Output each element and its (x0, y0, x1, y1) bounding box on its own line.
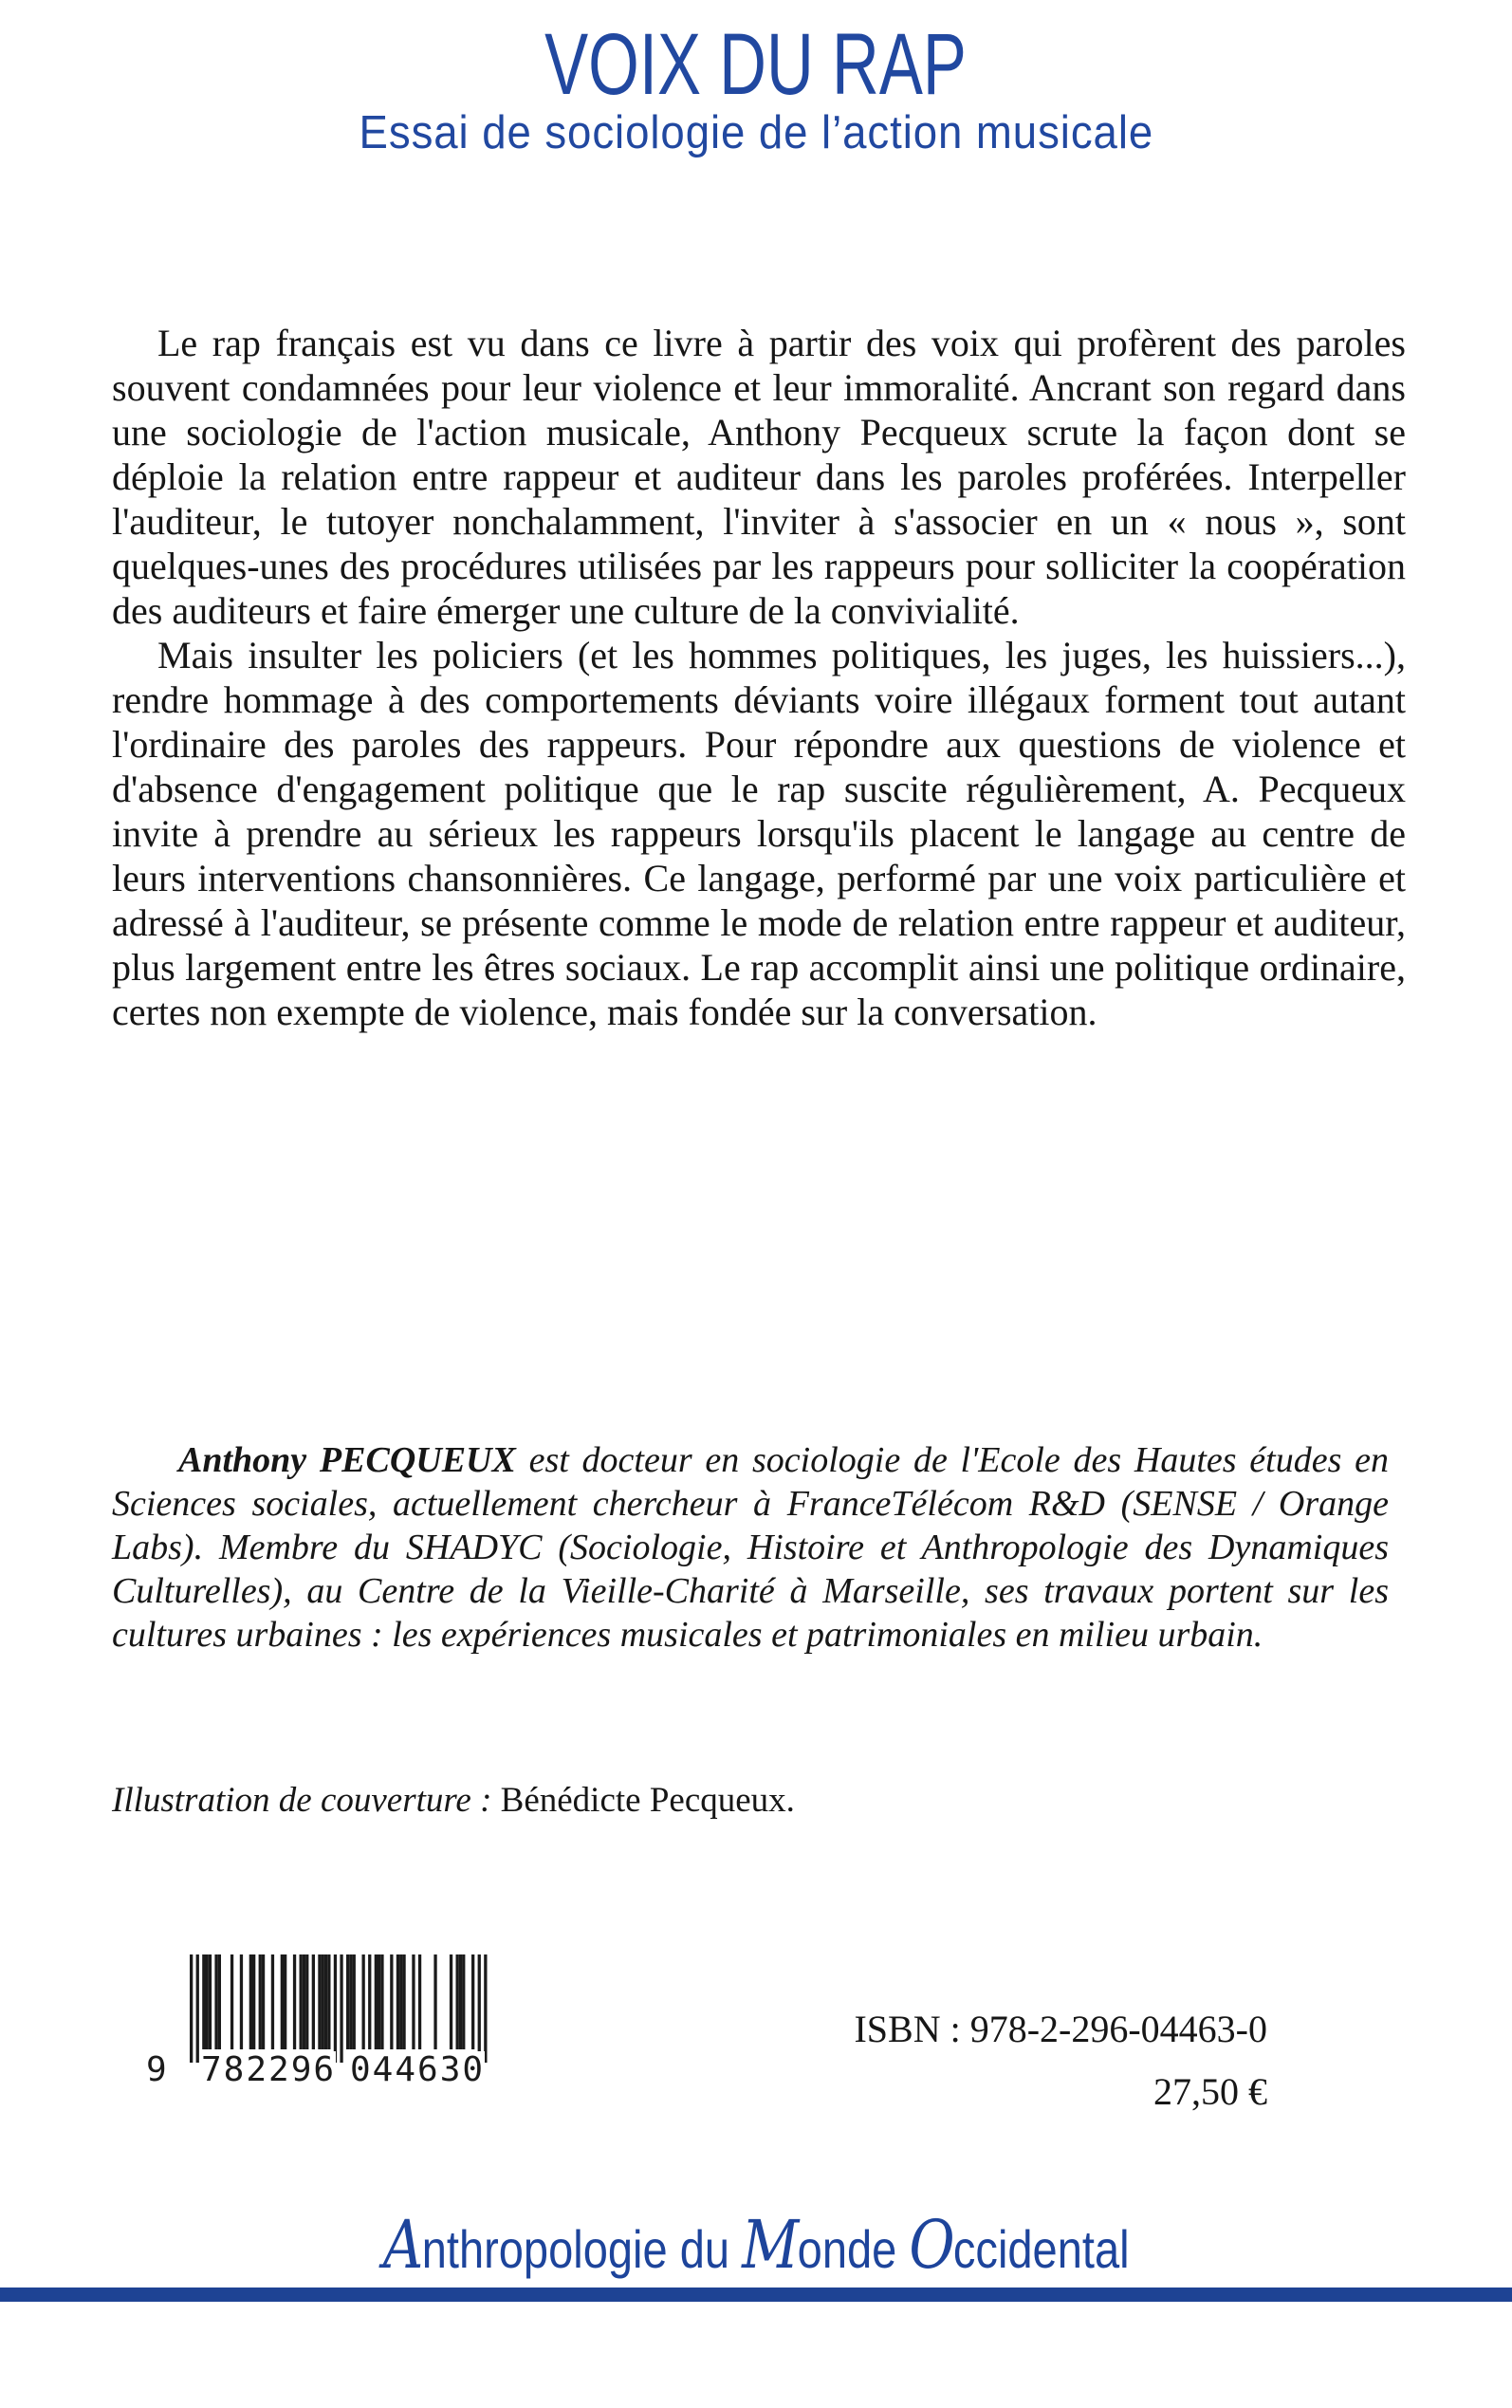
synopsis-paragraph-2: Mais insulter les policiers (et les hommes politiques, les juges, les huissiers...), rendre hommage à des comportements déviants voire illégaux forment tout autant l'ordinaire des paroles des rappeurs. Pour répondre aux questions de violence et d'absence d'engagement politique que le rap suscite régulièrement, A. Pecqueux invite à prendre au sérieux les rappeurs lorsqu'ils placent le langage au centre de leurs interventions chansonnières. Ce langage, performé par une voix particulière et adressé à l'auditeur, se présente comme le mode de relation entre rappeur et auditeur, plus largement entre les êtres sociaux. Le rap accomplit ainsi une politique ordinaire, certes non exempte de violence, mais fondée sur la conversation. (112, 634, 1406, 1033)
author-bio-text: est docteur en sociologie de l'Ecole des Hautes études en Sciences sociales, actuellement chercheur à FranceTélécom R&D (SENSE / Orange Labs). Membre du SHADYC (Sociologie, Histoire et Anthropologie des Dynamiques Culturelles), au Centre de la Vieille-Charité à Marseille, ses travaux portent sur les cultures urbaines : les expériences musicales et patrimoniales en milieu urbain. (112, 1440, 1389, 1655)
barcode-digits-right: 044630 (350, 2050, 486, 2089)
collection-initial-a: A (382, 2206, 422, 2284)
isbn-text: ISBN : 978-2-296-04463-0 (854, 2008, 1267, 2050)
cover-credit (112, 1780, 1406, 1822)
synopsis (112, 321, 1406, 1034)
collection-initial-o: O (909, 2206, 953, 2284)
subtitle-row (0, 107, 1512, 158)
book-title: VOIX DU RAP (544, 16, 968, 113)
commerce-block (854, 1998, 1267, 2123)
author-bio (112, 1438, 1389, 1657)
author-name: Anthony PECQUEUX (178, 1440, 516, 1480)
title-row (0, 16, 1512, 113)
collection-word1-rest: nthropologie (421, 2219, 668, 2279)
cover-credit-value: Bénédicte Pecqueux. (500, 1781, 795, 1820)
barcode-digit-first: 9 (146, 2050, 167, 2089)
cover-credit-label: Illustration de couverture : (112, 1781, 501, 1820)
book-subtitle: Essai de sociologie de l’action musicale (359, 107, 1153, 158)
synopsis-paragraph-1: Le rap français est vu dans ce livre à partir des voix qui profèrent des paroles souvent condamnées pour leur violence et leur immoralité. Ancrant son regard dans une sociologie de l'action musicale, Anthony Pecqueux scrute la façon dont se déploie la relation entre rappeur et auditeur dans les paroles proférées. Interpeller l'auditeur, le tutoyer nonchalamment, l'inviter à s'associer en un « nous », sont quelques-unes des procédures utilisées par les rappeurs pour solliciter la coopération des auditeurs et faire émerger une culture de la convivialité. (112, 322, 1406, 632)
collection-name (383, 2205, 1130, 2285)
collection-initial-m: M (741, 2206, 798, 2284)
collection-word4-rest: ccidental (952, 2219, 1130, 2279)
barcode-bars (190, 1954, 488, 2063)
collection-word2: du (679, 2219, 729, 2279)
collection-row (0, 2205, 1512, 2285)
barcode (140, 1954, 501, 2097)
collection-bar (0, 2288, 1512, 2302)
price-text: 27,50 € (1153, 2070, 1267, 2113)
collection-word3-rest: onde (797, 2219, 897, 2279)
barcode-digits-left: 782296 (201, 2050, 337, 2089)
